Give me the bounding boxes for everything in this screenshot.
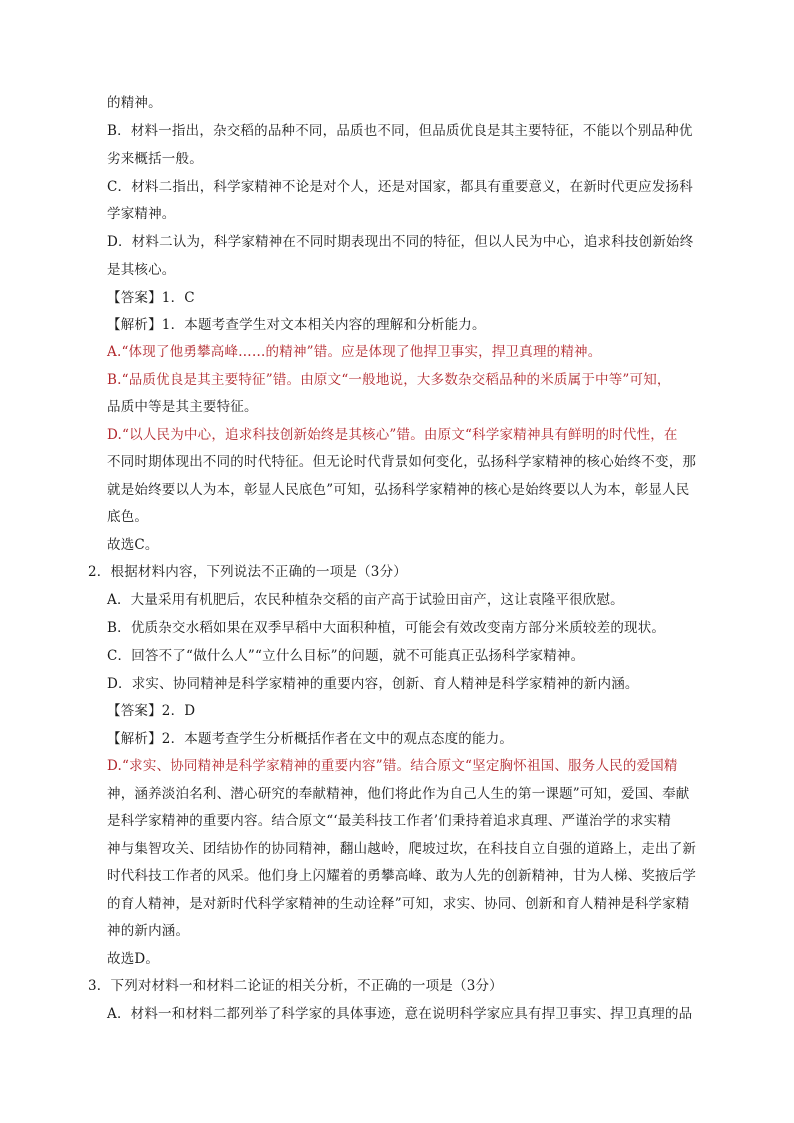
analysis-line: 底色。 <box>107 509 149 525</box>
option-a: A．大量采用有机肥后，农民种植杂交稻的亩产高于试验田亩产，这让袁隆平很欣慰。 <box>107 592 624 608</box>
option-a: A．材料一和材料二都列举了科学家的具体事迹，意在说明科学家应具有捍卫事实、捍卫真理的品 <box>107 1006 693 1022</box>
option-b: B．材料一指出，杂交稻的品种不同，品质也不同，但品质优良是其主要特征，不能以个别品种优 <box>107 123 693 139</box>
text-line: 学家精神。 <box>107 206 176 222</box>
analysis-2: 【解析】2．本题考查学生分析概括作者在文中的观点态度的能力。 <box>107 731 514 747</box>
question-2: 2．根据材料内容，下列说法不正确的一项是（3分） <box>88 564 407 580</box>
text-line: 劣来概括一般。 <box>107 151 203 167</box>
text-line: 是其核心。 <box>107 262 176 278</box>
conclusion: 故选D。 <box>107 951 160 967</box>
analysis-line: 神与集智攻关、团结协作的协同精神，翻山越岭，爬坡过坎，在科技自立自强的道路上，走出了新 <box>107 841 697 857</box>
analysis-line: 时代科技工作者的风采。他们身上闪耀着的勇攀高峰、敢为人先的创新精神，甘为人梯、奖掖后学 <box>107 868 697 884</box>
analysis-line: D.“求实、协同精神是科学家精神的重要内容”错。结合原文“坚定胸怀祖国、服务人民的爱国精 <box>107 758 678 774</box>
option-d: D．材料二认为，科学家精神在不同时期表现出不同的特征，但以人民为中心，追求科技创新始终 <box>107 234 694 250</box>
conclusion: 故选C。 <box>107 537 159 553</box>
analysis-line: 不同时期体现出不同的时代特征。但无论时代背景如何变化，弘扬科学家精神的核心始终不变，那 <box>107 454 697 470</box>
analysis-line: 神的新内涵。 <box>107 923 190 939</box>
option-b: B．优质杂交水稻如果在双季早稻中大面积种植，可能会有效改变南方部分米质较差的现状。 <box>107 620 666 636</box>
analysis-line: 就是始终要以人为本，彰显人民底色”可知，弘扬科学家精神的核心是始终要以人为本，彰显人民 <box>107 482 690 498</box>
text-line: 的精神。 <box>107 95 162 111</box>
answer-2: 【答案】2．D <box>107 703 196 719</box>
analysis-line: 神，涵养淡泊名利、潜心研究的奉献精神，他们将此作为自己人生的第一课题”可知，爱国、奉献 <box>107 786 690 802</box>
analysis-line: D.“以人民为中心，追求科技创新始终是其核心”错。由原文“科学家精神具有鲜明的时代性，在 <box>107 427 678 443</box>
analysis-line: 品质中等是其主要特征。 <box>107 399 258 415</box>
analysis-line: A.“体现了他勇攀高峰……的精神”错。应是体现了他捍卫事实，捍卫真理的精神。 <box>107 344 602 360</box>
analysis-line: B.“品质优良是其主要特征”错。由原文“一般地说，大多数杂交稻品种的米质属于中等”可知， <box>107 372 671 388</box>
question-3: 3．下列对材料一和材料二论证的相关分析，不正确的一项是（3分） <box>88 978 503 994</box>
option-d: D．求实、协同精神是科学家精神的重要内容，创新、育人精神是科学家精神的新内涵。 <box>107 676 639 692</box>
option-c: C．回答不了“做什么人”“立什么目标”的问题，就不可能真正弘扬科学家精神。 <box>107 648 585 664</box>
option-c: C．材料二指出，科学家精神不论是对个人，还是对国家，都具有重要意义，在新时代更应发扬科 <box>107 179 693 195</box>
analysis-1: 【解析】1．本题考查学生对文本相关内容的理解和分析能力。 <box>107 317 486 333</box>
analysis-line: 的育人精神，是对新时代科学家精神的生动诠释”可知，求实、协同、创新和育人精神是科学家精 <box>107 896 690 912</box>
answer-1: 【答案】1．C <box>107 290 195 306</box>
analysis-line: 是科学家精神的重要内容。结合原文“‘最美科技工作者’们秉持着追求真理、严谨治学的求实精 <box>107 813 672 829</box>
